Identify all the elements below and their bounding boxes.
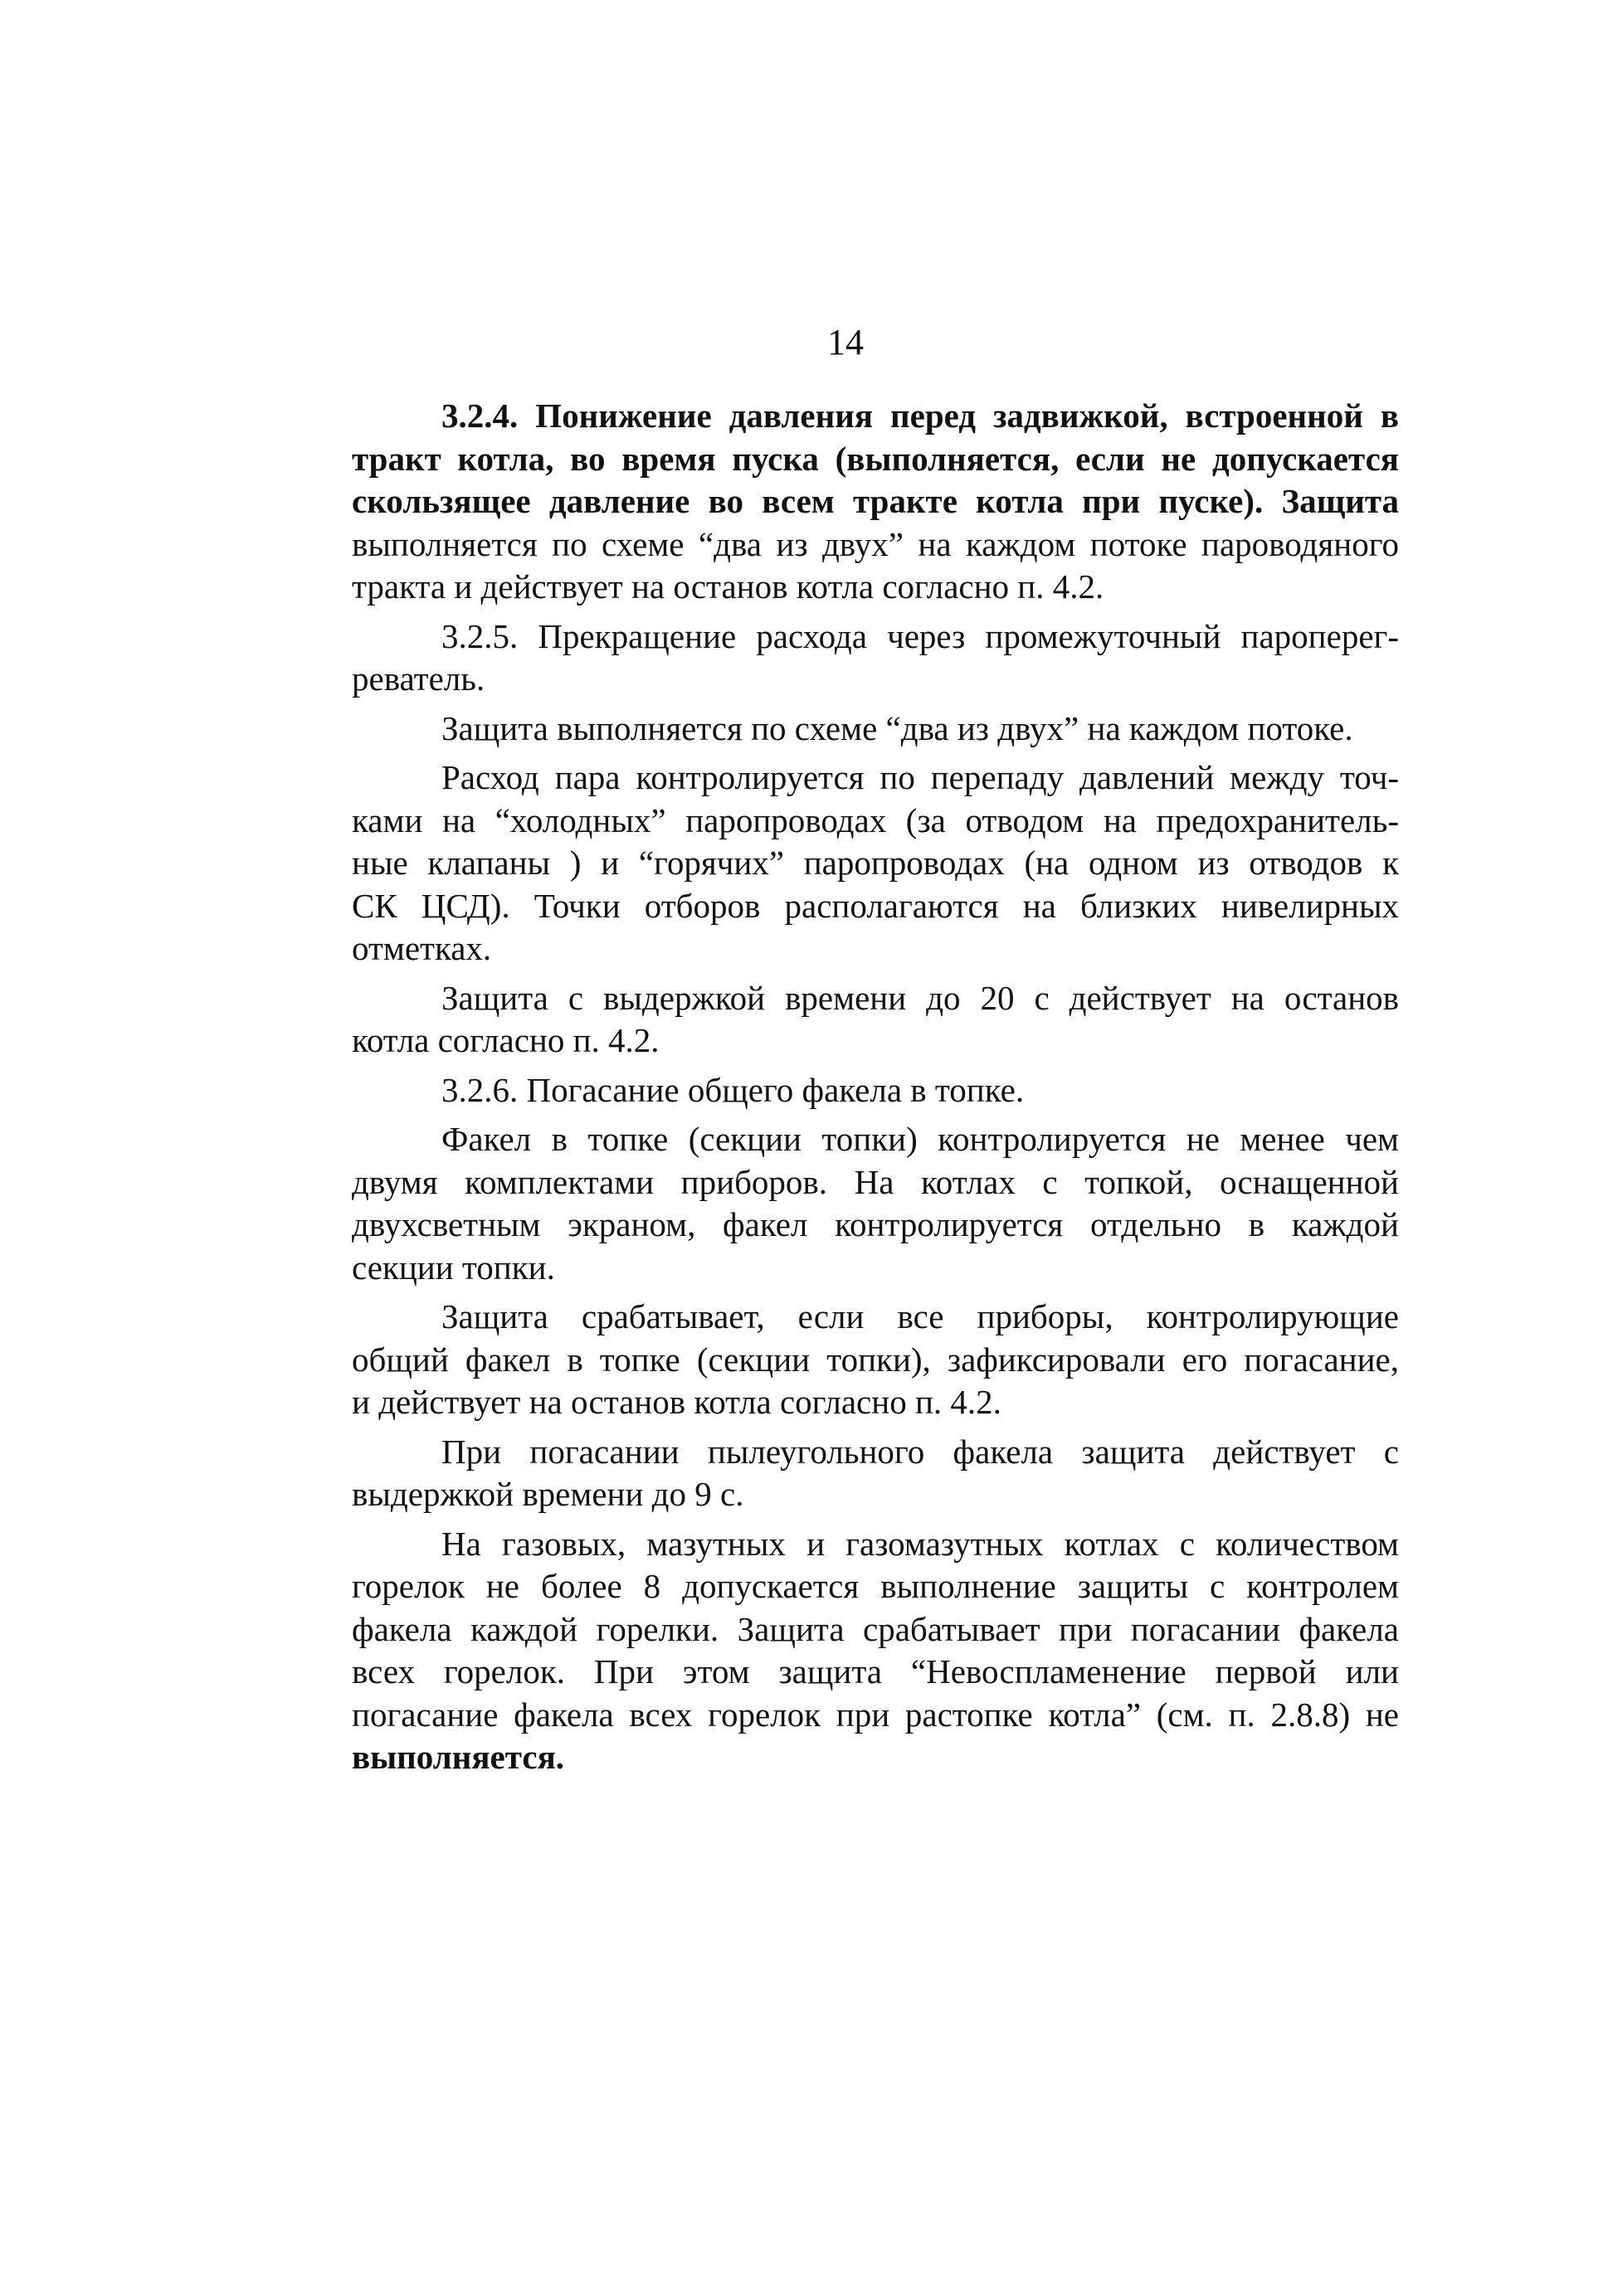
text-line: выдержкой времени до 9 с.: [352, 1475, 744, 1513]
text-line: реватель.: [352, 659, 485, 698]
text-line: факела каждой горелки. Защита срабатывает при погасании факела: [352, 1609, 1399, 1648]
paragraph-gap: [352, 1424, 1399, 1431]
text-line: отметках.: [352, 929, 492, 967]
text-line: Защита срабатывает, если все приборы, контролирующие: [441, 1297, 1399, 1335]
text-line: ные клапаны ) и “горячих” паропроводах (на одном из отводов к: [352, 844, 1399, 882]
document-body: [352, 395, 1399, 1779]
text-line: 3.2.4. Понижение давления перед задвижкой, встроенной в: [441, 396, 1399, 435]
text-line: всех горелок. При этом защита “Невоспламенение первой или: [352, 1652, 1399, 1690]
text-line: 3.2.6. Погасание общего факела в топке.: [441, 1070, 1025, 1109]
text-line: СК ЦСД). Точки отборов располагаются на близких нивелирных: [352, 886, 1399, 925]
text-line: тракт котла, во время пуска (выполняется, если не допускается: [352, 439, 1399, 478]
text-line: На газовых, мазутных и газомазутных котлах с количеством: [441, 1524, 1399, 1563]
text-line: секции топки.: [352, 1248, 555, 1287]
text-line: выполняется по схеме “два из двух” на каждом потоке пароводяного: [352, 524, 1399, 563]
text-line: двумя комплектами приборов. На котлах с топкой, оснащенной: [352, 1162, 1399, 1201]
page-number: 14: [827, 322, 864, 362]
text-line: Факел в топке (секции топки) контролируется не менее чем: [441, 1120, 1399, 1158]
text-line: общий факел в топке (секции топки), зафиксировали его погасание,: [352, 1340, 1399, 1379]
text-line: и действует на останов котла согласно п. 4.2.: [352, 1383, 1001, 1421]
paragraph-gap: [352, 750, 1399, 756]
text-line: погасание факела всех горелок при растопке котла” (см. п. 2.8.8) не: [352, 1695, 1399, 1734]
paragraph-gap: [352, 1516, 1399, 1523]
text-line: котла согласно п. 4.2.: [352, 1021, 660, 1059]
text-line: Защита выполняется по схеме “два из двух” на каждом потоке.: [441, 708, 1353, 747]
paragraph-gap: [352, 970, 1399, 977]
text-line: Защита с выдержкой времени до 20 с действует на останов: [441, 978, 1399, 1017]
text-line: тракта и действует на останов котла согласно п. 4.2.: [352, 567, 1104, 606]
text-line: 3.2.5. Прекращение расхода через промежуточный пароперег-: [441, 616, 1399, 655]
text-line: При погасании пылеугольного факела защита действует с: [441, 1432, 1399, 1471]
text-line: скользящее давление во всем тракте котла при пуске). Защита: [352, 482, 1399, 520]
paragraph-gap: [352, 609, 1399, 615]
paragraph-gap: [352, 1112, 1399, 1118]
text-line: горелок не более 8 допускается выполнение защиты с контролем: [352, 1567, 1399, 1605]
text-line: выполняется.: [352, 1738, 565, 1776]
paragraph-gap: [352, 1289, 1399, 1296]
paragraph-gap: [352, 701, 1399, 708]
text-line: двухсветным экраном, факел контролируется отдельно в каждой: [352, 1205, 1399, 1243]
text-line: ками на “холодных” паропроводах (за отводом на предохранитель-: [352, 800, 1399, 839]
paragraph-gap: [352, 1063, 1399, 1069]
text-line: Расход пара контролируется по перепаду давлений между точ-: [441, 758, 1399, 796]
